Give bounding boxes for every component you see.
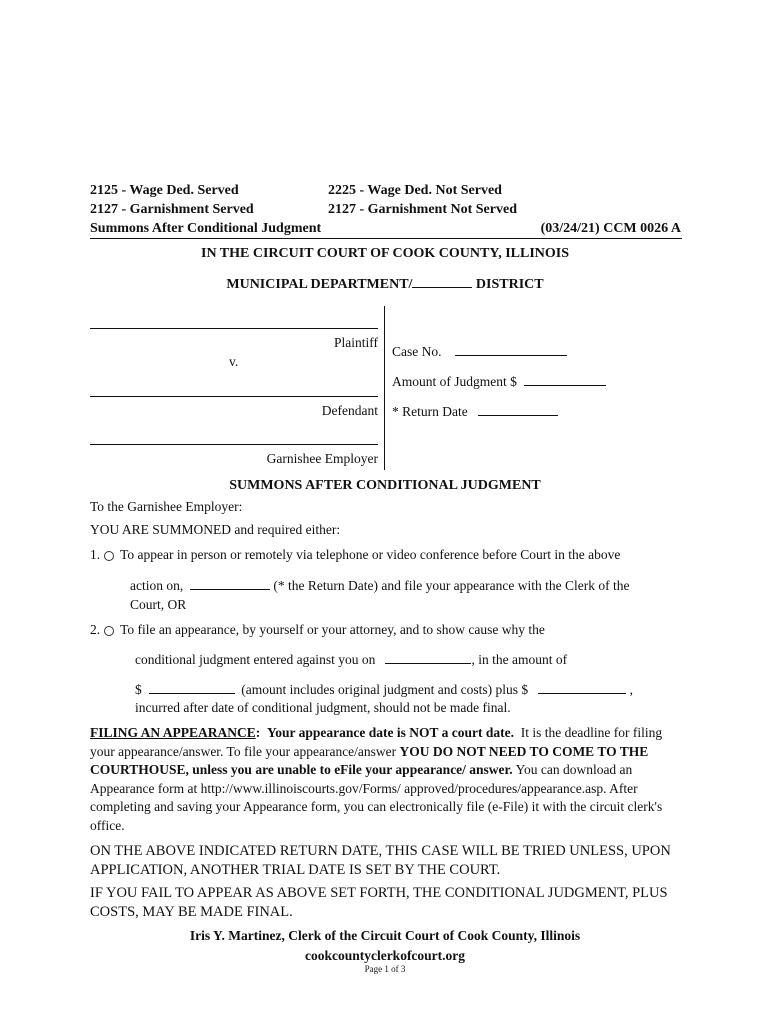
code-garnishment-served: 2127 - Garnishment Served [90, 202, 254, 217]
form-title: Summons After Conditional Judgment [90, 221, 322, 236]
header-rule [90, 238, 682, 239]
filing-colon: : [255, 725, 261, 740]
judgment-entered-label: conditional judgment entered against you on [135, 652, 376, 667]
department-prefix: MUNICIPAL DEPARTMENT/ [226, 277, 413, 292]
filing-appearance-paragraph [90, 724, 682, 835]
department-line [0, 276, 770, 293]
code-wage-served: 2125 - Wage Ded. Served [90, 183, 239, 198]
option-1-number: 1. [90, 547, 101, 562]
option-1-radio[interactable] [104, 551, 114, 561]
summons-intro: YOU ARE SUMMONED and required either: [90, 522, 341, 537]
return-date-blank[interactable] [478, 404, 558, 416]
amount-field [392, 374, 606, 390]
filing-text-2: You can download an Appearance form at http://www.illinoiscourts.gov/Forms/ approved/procedures/appearance.asp. After completing and saving your Appearance form, you can electronically file (e-File) it with the circuit clerk's office. [90, 762, 663, 833]
not-court-date: Your appearance date is NOT a court date. [267, 725, 515, 740]
action-on-blank[interactable] [190, 578, 270, 590]
dollar-sign: $ [135, 682, 142, 697]
return-date-notice: ON THE ABOVE INDICATED RETURN DATE, THIS CASE WILL BE TRIED UNLESS, UPON APPLICATION, ANOTHER TRIAL DATE IS SET BY THE COURT. [90, 843, 671, 878]
option-2-number: 2. [90, 622, 101, 637]
plaintiff-label: Plaintiff [333, 335, 378, 350]
page-number: Page 1 of 3 [364, 964, 406, 974]
form-id: (03/24/21) CCM 0026 A [540, 221, 681, 236]
court-name: IN THE CIRCUIT COURT OF COOK COUNTY, ILLINOIS [201, 246, 569, 261]
costs-label: (amount includes original judgment and costs) plus $ [241, 682, 529, 697]
no-need-courthouse: YOU DO NOT NEED TO COME TO THE COURTHOUSE, unless you are unable to eFile your appearance/ answer. [90, 743, 649, 777]
judgment-date-blank[interactable] [385, 652, 471, 664]
code-wage-not-served: 2225 - Wage Ded. Not Served [328, 183, 502, 198]
option-2-line3 [135, 682, 633, 698]
clerk-website[interactable]: cookcountyclerkofcourt.org [304, 948, 466, 963]
option-1-line2-text: (* the Return Date) and file your appearance with the Clerk of the [273, 578, 630, 593]
option-2-line4: incurred after date of conditional judgment, should not be made final. [135, 700, 511, 715]
department-suffix: DISTRICT [475, 277, 544, 292]
case-no-field [392, 344, 567, 360]
summons-to: To the Garnishee Employer: [90, 499, 243, 514]
option-2-radio[interactable] [104, 626, 114, 636]
option-1-line2 [130, 578, 629, 594]
amount-of-label: , in the amount of [471, 652, 568, 667]
caption-divider [384, 306, 385, 470]
default-notice: IF YOU FAIL TO APPEAR AS ABOVE SET FORTH, THE CONDITIONAL JUDGMENT, PLUS COSTS, MAY BE MADE FINAL. [90, 885, 668, 920]
option-1 [90, 547, 620, 563]
action-on-label: action on, [130, 578, 184, 593]
versus-label: v. [229, 354, 239, 369]
defendant-line[interactable] [90, 396, 378, 397]
summons-title: SUMMONS AFTER CONDITIONAL JUDGMENT [229, 478, 541, 493]
return-date-label: * Return Date [392, 404, 468, 419]
district-blank[interactable] [412, 276, 472, 288]
clerk-name: Iris Y. Martinez, Clerk of the Circuit Court of Cook County, Illinois [189, 928, 581, 943]
defendant-label: Defendant [321, 403, 378, 418]
case-no-label: Case No. [392, 344, 442, 359]
option-2-line2 [135, 652, 567, 668]
amount-label: Amount of Judgment $ [392, 374, 517, 389]
judgment-amount-blank[interactable] [149, 682, 235, 694]
amount-blank[interactable] [524, 374, 606, 386]
additional-costs-blank[interactable] [538, 682, 626, 694]
filing-heading: FILING AN APPEARANCE [90, 725, 256, 740]
plaintiff-line[interactable] [90, 328, 378, 329]
code-garnishment-not-served: 2127 - Garnishment Not Served [328, 202, 517, 217]
option-2 [90, 622, 545, 638]
filing-text-1: It is the deadline for filing your appearance/answer. To file your appearance/answer [90, 725, 663, 759]
option-2-text: To file an appearance, by yourself or your attorney, and to show cause why the [120, 622, 545, 637]
case-no-blank[interactable] [455, 344, 567, 356]
return-date-field [392, 404, 558, 420]
garnishee-line[interactable] [90, 444, 378, 445]
option-1-text: To appear in person or remotely via telephone or video conference before Court in the above [120, 547, 621, 562]
garnishee-label: Garnishee Employer [266, 451, 378, 466]
comma: , [629, 682, 633, 697]
option-1-line3: Court, OR [130, 597, 187, 612]
